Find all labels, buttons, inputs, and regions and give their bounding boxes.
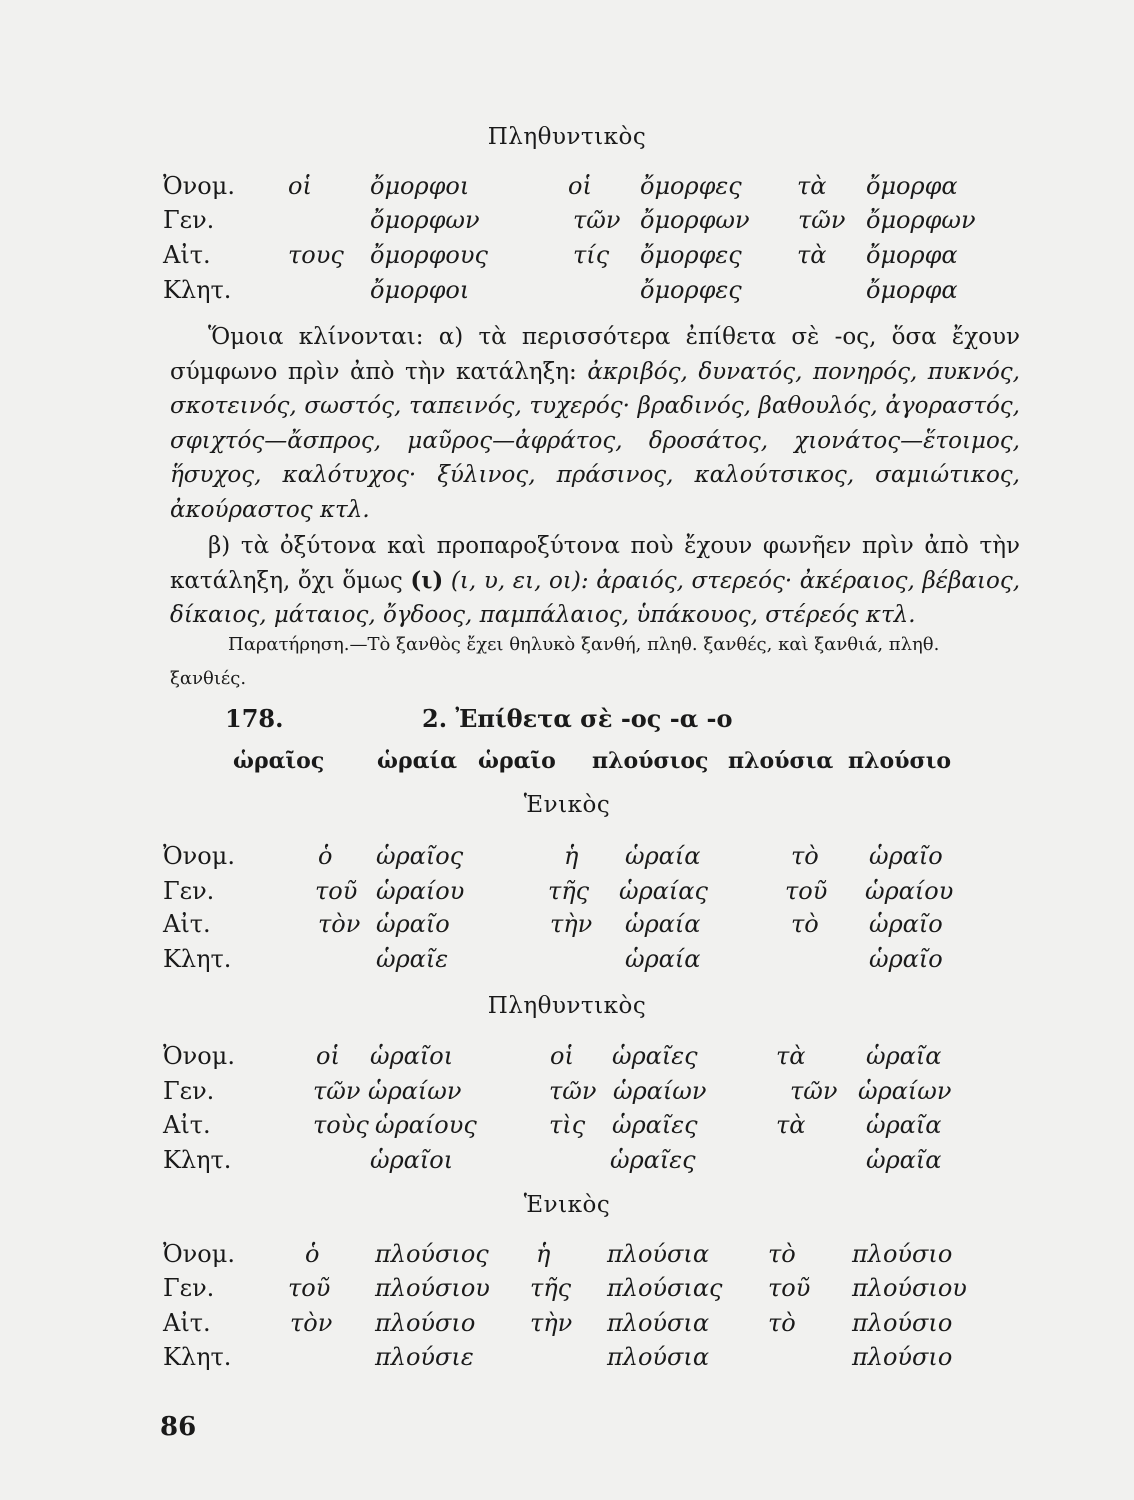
fem-form: ὡραίας (619, 877, 708, 905)
table-row (0, 241, 1134, 273)
neut-form: ὄμορφα (866, 276, 958, 304)
masc-form: ὡραῖοι (370, 1146, 454, 1174)
note-text: Παρατήρηση.—Τὸ ξανθὸς ἔχει θηλυκὸ ξανθή, πληθ. ξανθές, καὶ ξανθιά, πληθ. ξανθιές. (170, 634, 940, 689)
table-row (0, 877, 1134, 909)
masc-article: ὁ (305, 1240, 320, 1268)
neut-article: τὰ (797, 172, 827, 200)
fem-article: τῆς (548, 877, 590, 905)
masc-article: ὁ (318, 842, 333, 870)
fem-article: τὴν (550, 910, 593, 938)
case-label: Αἰτ. (163, 241, 211, 269)
case-label: Γεν. (163, 206, 215, 234)
masc-form: ὄμορφους (370, 241, 488, 269)
fem-form: ὡραῖες (610, 1146, 696, 1174)
fem-article: οἱ (568, 172, 592, 200)
neut-form: ὄμορφα (866, 172, 958, 200)
fem-form: πλούσια (607, 1309, 710, 1337)
case-label: Ὀνομ. (163, 842, 235, 870)
block4-heading: Ἑνικὸς (523, 1192, 611, 1218)
neut-form: ὄμορφων (866, 206, 976, 234)
neut-form: ὡραῖο (869, 842, 943, 870)
table-row (0, 910, 1134, 942)
lemma-form: πλούσια (728, 748, 834, 774)
neut-form: ὡραῖο (869, 945, 943, 973)
neut-form: ὡραίων (858, 1077, 952, 1105)
neut-article: τῶν (798, 206, 846, 234)
masc-form: ὡραίου (376, 877, 465, 905)
masc-form: ὄμορφοι (370, 172, 470, 200)
masc-form: πλούσιου (375, 1274, 490, 1302)
case-label: Κλητ. (163, 1343, 232, 1371)
block1-heading: Πληθυντικὸς (487, 124, 647, 150)
lemma-form: ὡραία (377, 748, 458, 774)
masc-article: οἱ (316, 1042, 340, 1070)
case-label: Αἰτ. (163, 1309, 211, 1337)
fem-article: τὴν (530, 1309, 573, 1337)
neut-article: τὸ (768, 1240, 796, 1268)
case-label: Αἰτ. (163, 910, 211, 938)
masc-form: ὡραῖος (376, 842, 464, 870)
masc-form: πλούσιος (375, 1240, 489, 1268)
masc-form: ὡραίων (368, 1077, 462, 1105)
case-label: Γεν. (163, 1274, 215, 1302)
fem-form: πλούσιας (607, 1274, 723, 1302)
masc-article: τῶν (313, 1077, 361, 1105)
neut-article: τοῦ (785, 877, 828, 905)
fem-form: ὡραία (625, 842, 701, 870)
paragraph-a-lead: Ὅμοια κλίνονται: α) τὰ περισσότερα ἐπίθετα σὲ -ος, ὅσα ἔχουν σύμφωνο πρὶν ἀπὸ τὴν κατάληξη: (170, 324, 1020, 385)
masc-form: ὄμορφων (370, 206, 480, 234)
case-label: Κλητ. (163, 1146, 232, 1174)
page-number: 86 (160, 1412, 197, 1442)
section-number: 178. (225, 704, 284, 733)
masc-form: ὡραίους (375, 1111, 477, 1139)
case-label: Ὀνομ. (163, 1042, 235, 1070)
case-label: Κλητ. (163, 945, 232, 973)
lemma-form: ὡραῖο (478, 748, 556, 774)
paragraph-b (170, 529, 1020, 633)
paragraph-b-iota: (ι) (410, 566, 444, 594)
case-label: Γεν. (163, 1077, 215, 1105)
block3-heading: Πληθυντικὸς (487, 993, 647, 1019)
fem-form: ὄμορφες (640, 241, 742, 269)
fem-form: πλούσια (607, 1343, 710, 1371)
masc-article: τοῦ (288, 1274, 331, 1302)
paragraph-a-examples: ἀκριβός, δυνατός, πονηρός, πυκνός, σκοτεινός, σωστός, ταπεινός, τυχερός· βραδινός, βαθουλός, ἀγοραστός, σφιχτός—ἄσπρος, μαῦρος—ἀφράτος, δροσάτος, χιονάτος—ἕτοιμος, ἥσυχος, καλότυχος· ξύλινος, πράσινος, καλούτσικος, σαμιώτικος, ἀκούραστος κτλ. (170, 358, 1020, 523)
neut-article: τὰ (776, 1042, 806, 1070)
block2-heading: Ἑνικὸς (523, 792, 611, 818)
neut-article: τὰ (797, 241, 827, 269)
neut-form: ὡραῖα (866, 1111, 942, 1139)
neut-article: τὸ (768, 1309, 796, 1337)
fem-article: τῶν (573, 206, 621, 234)
masc-article: οἱ (288, 172, 312, 200)
case-label: Ὀνομ. (163, 172, 235, 200)
masc-article: τοὺς (313, 1111, 369, 1139)
neut-form: πλούσιο (852, 1240, 953, 1268)
table-row (0, 945, 1134, 977)
fem-form: ὄμορφες (640, 276, 742, 304)
neut-article: τὰ (776, 1111, 806, 1139)
table-row (0, 842, 1134, 874)
neut-form: ὡραῖα (866, 1042, 942, 1070)
masc-form: πλούσιε (375, 1343, 474, 1371)
table-row (0, 1240, 1134, 1272)
fem-form: ὡραίων (613, 1077, 707, 1105)
paragraph-b-examples: (ι, υ, ει, οι): ἀραιός, στερεός· ἀκέραιος, βέβαιος, δίκαιος, μάταιος, ὄγδοος, παμπάλαιος, ὑπάκουος, στέρεός κτλ. (170, 567, 1021, 628)
paragraph-b-lead: β) τὰ ὀξύτονα καὶ προπαροξύτονα ποὺ ἔχουν φωνῆεν πρὶν ἀπὸ τὴν κατάληξη, ὄχι ὅμως (170, 533, 1020, 594)
declension-notes (170, 320, 1020, 633)
fem-article: ἡ (536, 1240, 551, 1268)
fem-form: ὄμορφες (640, 172, 742, 200)
table-row (0, 1146, 1134, 1178)
masc-form: ὄμορφοι (370, 276, 470, 304)
fem-article: οἱ (550, 1042, 574, 1070)
table-row (0, 1111, 1134, 1143)
masc-form: ὡραῖοι (370, 1042, 454, 1070)
neut-article: τὸ (791, 910, 819, 938)
table-row (0, 172, 1134, 204)
fem-article: τῶν (549, 1077, 597, 1105)
fem-form: ὡραῖες (612, 1111, 698, 1139)
neut-form: πλούσιου (852, 1274, 967, 1302)
paragraph-a (170, 320, 1020, 527)
table-row (0, 1309, 1134, 1341)
lemma-form: πλούσιος (592, 748, 709, 774)
fem-article: ἡ (564, 842, 579, 870)
masc-article: τὸν (290, 1309, 333, 1337)
table-row (0, 1042, 1134, 1074)
fem-form: ὡραία (625, 945, 701, 973)
masc-form: πλούσιο (375, 1309, 476, 1337)
neut-form: πλούσιο (852, 1343, 953, 1371)
lemma-form: πλούσιο (848, 748, 952, 774)
neut-article: τὸ (791, 842, 819, 870)
table-row (0, 1343, 1134, 1375)
lemma-form: ὡραῖος (233, 748, 325, 774)
masc-article: τὸν (318, 910, 361, 938)
table-row (0, 1077, 1134, 1109)
fem-article: τίς (573, 241, 610, 269)
neut-form: ὡραῖο (869, 910, 943, 938)
section-title: 2. Ἐπίθετα σὲ -ος -α -ο (422, 704, 733, 733)
masc-article: τους (288, 241, 344, 269)
fem-form: ὄμορφων (640, 206, 750, 234)
table-row (0, 276, 1134, 308)
fem-article: τῆς (530, 1274, 572, 1302)
observation-note (170, 628, 1020, 696)
neut-form: πλούσιο (852, 1309, 953, 1337)
fem-form: ὡραῖες (612, 1042, 698, 1070)
case-label: Ὀνομ. (163, 1240, 235, 1268)
fem-form: πλούσια (607, 1240, 710, 1268)
fem-form: ὡραία (625, 910, 701, 938)
case-label: Γεν. (163, 877, 215, 905)
table-row (0, 1274, 1134, 1306)
case-label: Κλητ. (163, 276, 232, 304)
case-label: Αἰτ. (163, 1111, 211, 1139)
neut-form: ὡραῖα (866, 1146, 942, 1174)
masc-form: ὡραῖε (376, 945, 449, 973)
table-row (0, 206, 1134, 238)
neut-article: τῶν (790, 1077, 838, 1105)
masc-form: ὡραῖο (376, 910, 450, 938)
neut-form: ὡραίου (865, 877, 954, 905)
neut-form: ὄμορφα (866, 241, 958, 269)
masc-article: τοῦ (315, 877, 358, 905)
fem-article: τὶς (549, 1111, 586, 1139)
neut-article: τοῦ (768, 1274, 811, 1302)
